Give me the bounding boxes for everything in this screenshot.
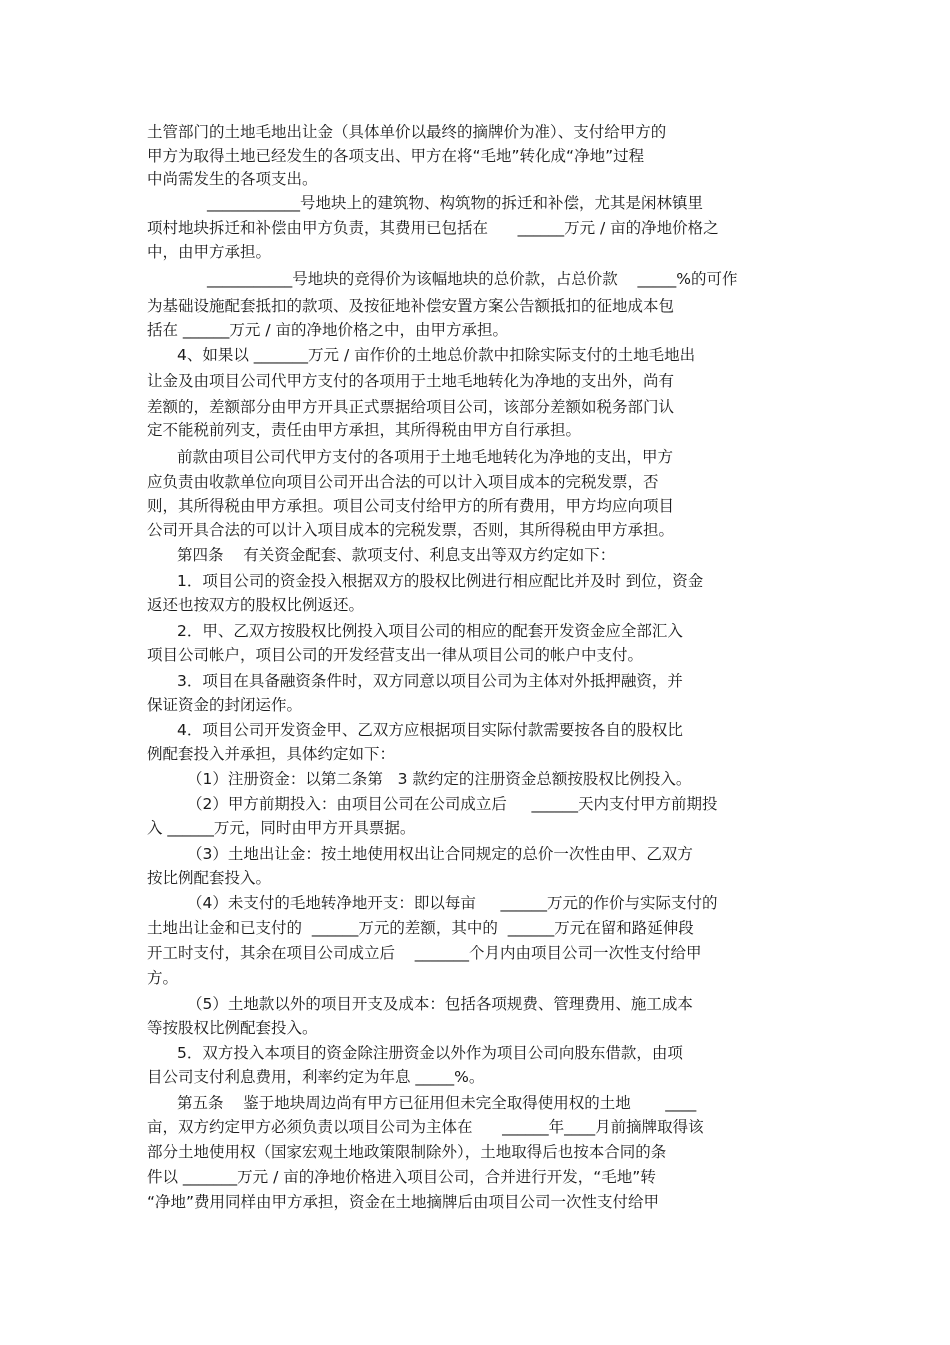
text-line: 第四条 有关资金配套、款项支付、利息支出等双方约定如下： <box>177 546 616 564</box>
text-line: （5）土地款以外的项目开支及成本：包括各项规费、管理费用、施工成本 <box>187 995 693 1013</box>
text-line: 目公司支付利息费用，利率约定为年息 _____%。 <box>147 1068 485 1086</box>
text-line: 入 ______万元，同时由甲方开具票据。 <box>147 819 416 837</box>
text-line: 应负责由收款单位向项目公司开出合法的可以计入项目成本的完税发票，否 <box>147 473 659 491</box>
text-line: 项目公司帐户，项目公司的开发经营支出一律从项目公司的帐户中支付。 <box>147 646 644 664</box>
text-line: 方。 <box>147 969 179 987</box>
text-line: 前款由项目公司代甲方支付的各项用于土地毛地转化为净地的支出，甲方 <box>177 448 674 466</box>
text-line: 土地出让金和已支付的 ______万元的差额，其中的 ______万元在留和路延伸段 <box>147 919 694 937</box>
text-line: 4、如果以 _______万元 / 亩作价的土地总价款中扣除实际支付的土地毛地出 <box>177 346 696 364</box>
text-line: 开工时支付，其余在项目公司成立后 _______个月内由项目公司一次性支付给甲 <box>147 944 702 962</box>
text-line: 则，其所得税由甲方承担。项目公司支付给甲方的所有费用，甲方均应向项目 <box>147 497 675 515</box>
text-line: （1）注册资金：以第二条第 3 款约定的注册资金总额按股权比例投入。 <box>187 770 692 788</box>
text-line: 3．项目在具备融资条件时，双方同意以项目公司为主体对外抵押融资，并 <box>177 672 683 690</box>
text-line: 例配套投入并承担，具体约定如下： <box>147 745 396 763</box>
text-line: 土管部门的土地毛地出让金（具体单价以最终的摘牌价为准）、支付给甲方的 <box>147 123 667 141</box>
text-line: 按比例配套投入。 <box>147 869 272 887</box>
text-line: 件以 _______万元 / 亩的净地价格进入项目公司，合并进行开发，“毛地”转 <box>147 1168 656 1186</box>
text-line: 保证资金的封闭运作。 <box>147 696 303 714</box>
text-line: 5．双方投入本项目的资金除注册资金以外作为项目公司向股东借款，由项 <box>177 1044 683 1062</box>
text-line: 第五条 鉴于地块周边尚有甲方已征用但未完全取得使用权的土地 ____ <box>177 1094 697 1112</box>
text-line: 中尚需发生的各项支出。 <box>147 170 318 188</box>
text-line: “净地”费用同样由甲方承担，资金在土地摘牌后由项目公司一次性支付给甲 <box>147 1193 660 1211</box>
text-line: （4）未支付的毛地转净地开支：即以每亩 ______万元的作价与实际支付的 <box>187 894 718 912</box>
text-line: 项村地块拆迁和补偿由甲方负责，其费用已包括在 ______万元 / 亩的净地价格之 <box>147 219 719 237</box>
text-line: 定不能税前列支，责任由甲方承担，其所得税由甲方自行承担。 <box>147 421 582 439</box>
text-line: 部分土地使用权（国家宏观土地政策限制除外），土地取得后也按本合同的条 <box>147 1143 667 1161</box>
text-line: 差额的，差额部分由甲方开具正式票据给项目公司，该部分差额如税务部门认 <box>147 398 675 416</box>
text-line: 括在 ______万元 / 亩的净地价格之中，由甲方承担。 <box>147 321 509 339</box>
text-line: ____________号地块上的建筑物、构筑物的拆迁和补偿，尤其是闲林镇里 <box>207 194 704 212</box>
text-line: （2）甲方前期投入：由项目公司在公司成立后 ______天内支付甲方前期投 <box>187 795 718 813</box>
text-line: 让金及由项目公司代甲方支付的各项用于土地毛地转化为净地的支出外，尚有 <box>147 372 675 390</box>
text-line: （3）土地出让金：按土地使用权出让合同规定的总价一次性由甲、乙双方 <box>187 845 693 863</box>
text-line: 等按股权比例配套投入。 <box>147 1019 318 1037</box>
text-line: 为基础设施配套抵扣的款项、及按征地补偿安置方案公告额抵扣的征地成本包 <box>147 297 675 315</box>
text-line: 甲方为取得土地已经发生的各项支出、甲方在将“毛地”转化成“净地”过程 <box>147 147 645 165</box>
text-line: 4．项目公司开发资金甲、乙双方应根据项目实际付款需要按各自的股权比 <box>177 721 683 739</box>
text-line: 亩，双方约定甲方必须负责以项目公司为主体在 ______年____月前摘牌取得该 <box>147 1118 704 1136</box>
text-line: 1．项目公司的资金投入根据双方的股权比例进行相应配比并及时 到位，资金 <box>177 572 704 590</box>
text-line: 公司开具合法的可以计入项目成本的完税发票，否则，其所得税由甲方承担。 <box>147 521 675 539</box>
text-line: 返还也按双方的股权比例返还。 <box>147 596 365 614</box>
text-line: 2．甲、乙双方按股权比例投入项目公司的相应的配套开发资金应全部汇入 <box>177 622 683 640</box>
text-line: ___________号地块的竞得价为该幅地块的总价款，占总价款 _____%的可作 <box>207 270 738 288</box>
text-line: 中，由甲方承担。 <box>147 243 272 261</box>
